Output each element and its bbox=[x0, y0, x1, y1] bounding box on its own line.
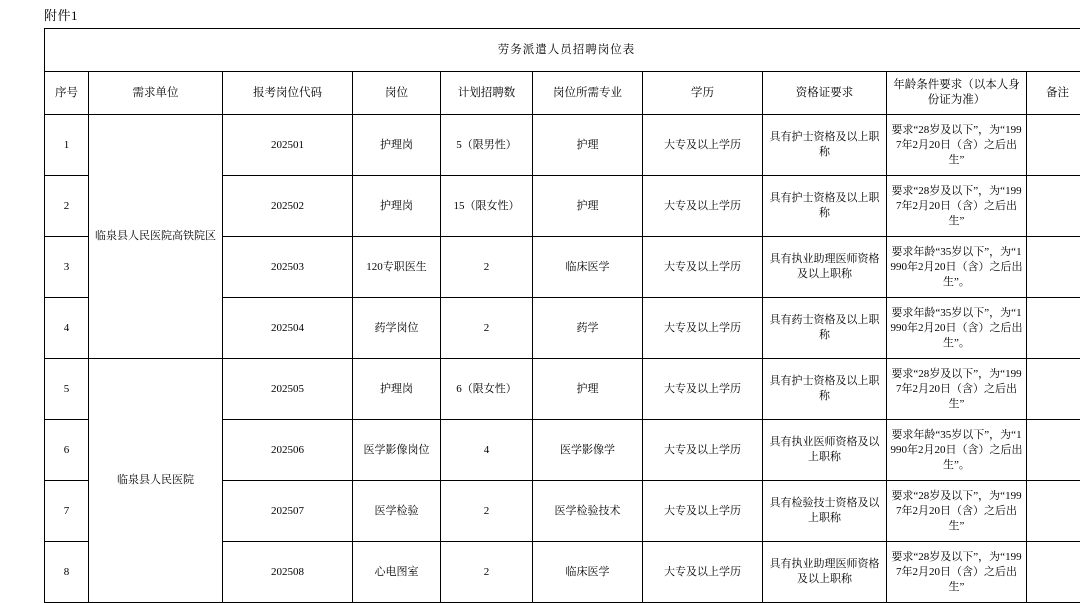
cell-cert: 具有药士资格及以上职称 bbox=[763, 298, 887, 359]
cell-seq: 5 bbox=[45, 359, 89, 420]
job-positions-table bbox=[44, 28, 1080, 603]
cell-code: 202508 bbox=[223, 542, 353, 603]
cell-major: 药学 bbox=[533, 298, 643, 359]
cell-cert: 具有执业医师资格及以上职称 bbox=[763, 420, 887, 481]
cell-remark bbox=[1027, 298, 1080, 359]
cell-remark bbox=[1027, 115, 1080, 176]
table-body bbox=[45, 115, 1080, 603]
table-row bbox=[45, 359, 1080, 420]
cell-remark bbox=[1027, 420, 1080, 481]
table-title-row bbox=[45, 29, 1080, 72]
cell-post: 护理岗 bbox=[353, 359, 441, 420]
header-remark: 备注 bbox=[1027, 72, 1080, 115]
cell-remark bbox=[1027, 481, 1080, 542]
cell-remark bbox=[1027, 237, 1080, 298]
header-seq: 序号 bbox=[45, 72, 89, 115]
cell-unit: 临泉县人民医院高铁院区 bbox=[89, 115, 223, 359]
header-plan: 计划招聘数 bbox=[441, 72, 533, 115]
cell-plan: 15（限女性） bbox=[441, 176, 533, 237]
cell-edu: 大专及以上学历 bbox=[643, 115, 763, 176]
cell-seq: 3 bbox=[45, 237, 89, 298]
attachment-label: 附件1 bbox=[44, 8, 1040, 24]
cell-plan: 2 bbox=[441, 298, 533, 359]
cell-remark bbox=[1027, 176, 1080, 237]
cell-age: 要求年龄“35岁以下”，为“1990年2月20日（含）之后出生”。 bbox=[887, 237, 1027, 298]
header-unit: 需求单位 bbox=[89, 72, 223, 115]
cell-cert: 具有护士资格及以上职称 bbox=[763, 359, 887, 420]
cell-cert: 具有检验技士资格及以上职称 bbox=[763, 481, 887, 542]
cell-remark bbox=[1027, 359, 1080, 420]
cell-major: 临床医学 bbox=[533, 542, 643, 603]
cell-edu: 大专及以上学历 bbox=[643, 237, 763, 298]
cell-seq: 7 bbox=[45, 481, 89, 542]
cell-seq: 4 bbox=[45, 298, 89, 359]
cell-edu: 大专及以上学历 bbox=[643, 176, 763, 237]
table-header-row bbox=[45, 72, 1080, 115]
table-row bbox=[45, 115, 1080, 176]
cell-age: 要求“28岁及以下”，为“1997年2月20日（含）之后出生” bbox=[887, 481, 1027, 542]
header-age: 年龄条件要求（以本人身份证为准） bbox=[887, 72, 1027, 115]
cell-plan: 2 bbox=[441, 237, 533, 298]
header-code: 报考岗位代码 bbox=[223, 72, 353, 115]
cell-major: 医学检验技术 bbox=[533, 481, 643, 542]
cell-code: 202501 bbox=[223, 115, 353, 176]
cell-plan: 6（限女性） bbox=[441, 359, 533, 420]
cell-edu: 大专及以上学历 bbox=[643, 542, 763, 603]
header-edu: 学历 bbox=[643, 72, 763, 115]
cell-age: 要求年龄“35岁以下”，为“1990年2月20日（含）之后出生”。 bbox=[887, 420, 1027, 481]
cell-age: 要求“28岁及以下”，为“1997年2月20日（含）之后出生” bbox=[887, 115, 1027, 176]
cell-plan: 5（限男性） bbox=[441, 115, 533, 176]
cell-plan: 2 bbox=[441, 481, 533, 542]
cell-major: 护理 bbox=[533, 115, 643, 176]
cell-post: 心电图室 bbox=[353, 542, 441, 603]
cell-edu: 大专及以上学历 bbox=[643, 481, 763, 542]
cell-code: 202507 bbox=[223, 481, 353, 542]
cell-cert: 具有护士资格及以上职称 bbox=[763, 115, 887, 176]
cell-post: 护理岗 bbox=[353, 176, 441, 237]
cell-major: 护理 bbox=[533, 359, 643, 420]
cell-age: 要求“28岁及以下”，为“1997年2月20日（含）之后出生” bbox=[887, 176, 1027, 237]
cell-code: 202503 bbox=[223, 237, 353, 298]
cell-code: 202505 bbox=[223, 359, 353, 420]
cell-code: 202504 bbox=[223, 298, 353, 359]
cell-age: 要求“28岁及以下”，为“1997年2月20日（含）之后出生” bbox=[887, 542, 1027, 603]
cell-post: 护理岗 bbox=[353, 115, 441, 176]
cell-cert: 具有执业助理医师资格及以上职称 bbox=[763, 237, 887, 298]
cell-cert: 具有护士资格及以上职称 bbox=[763, 176, 887, 237]
header-post: 岗位 bbox=[353, 72, 441, 115]
cell-seq: 2 bbox=[45, 176, 89, 237]
cell-remark bbox=[1027, 542, 1080, 603]
cell-post: 120专职医生 bbox=[353, 237, 441, 298]
cell-age: 要求年龄“35岁以下”，为“1990年2月20日（含）之后出生”。 bbox=[887, 298, 1027, 359]
cell-major: 护理 bbox=[533, 176, 643, 237]
cell-plan: 2 bbox=[441, 542, 533, 603]
cell-seq: 8 bbox=[45, 542, 89, 603]
cell-code: 202502 bbox=[223, 176, 353, 237]
cell-major: 临床医学 bbox=[533, 237, 643, 298]
cell-age: 要求“28岁及以下”，为“1997年2月20日（含）之后出生” bbox=[887, 359, 1027, 420]
page-title: 劳务派遣人员招聘岗位表 bbox=[45, 29, 1080, 72]
cell-edu: 大专及以上学历 bbox=[643, 298, 763, 359]
cell-cert: 具有执业助理医师资格及以上职称 bbox=[763, 542, 887, 603]
header-major: 岗位所需专业 bbox=[533, 72, 643, 115]
cell-unit: 临泉县人民医院 bbox=[89, 359, 223, 603]
cell-seq: 6 bbox=[45, 420, 89, 481]
cell-post: 医学检验 bbox=[353, 481, 441, 542]
cell-plan: 4 bbox=[441, 420, 533, 481]
cell-major: 医学影像学 bbox=[533, 420, 643, 481]
cell-edu: 大专及以上学历 bbox=[643, 359, 763, 420]
cell-seq: 1 bbox=[45, 115, 89, 176]
cell-post: 药学岗位 bbox=[353, 298, 441, 359]
cell-edu: 大专及以上学历 bbox=[643, 420, 763, 481]
header-cert: 资格证要求 bbox=[763, 72, 887, 115]
cell-post: 医学影像岗位 bbox=[353, 420, 441, 481]
cell-code: 202506 bbox=[223, 420, 353, 481]
